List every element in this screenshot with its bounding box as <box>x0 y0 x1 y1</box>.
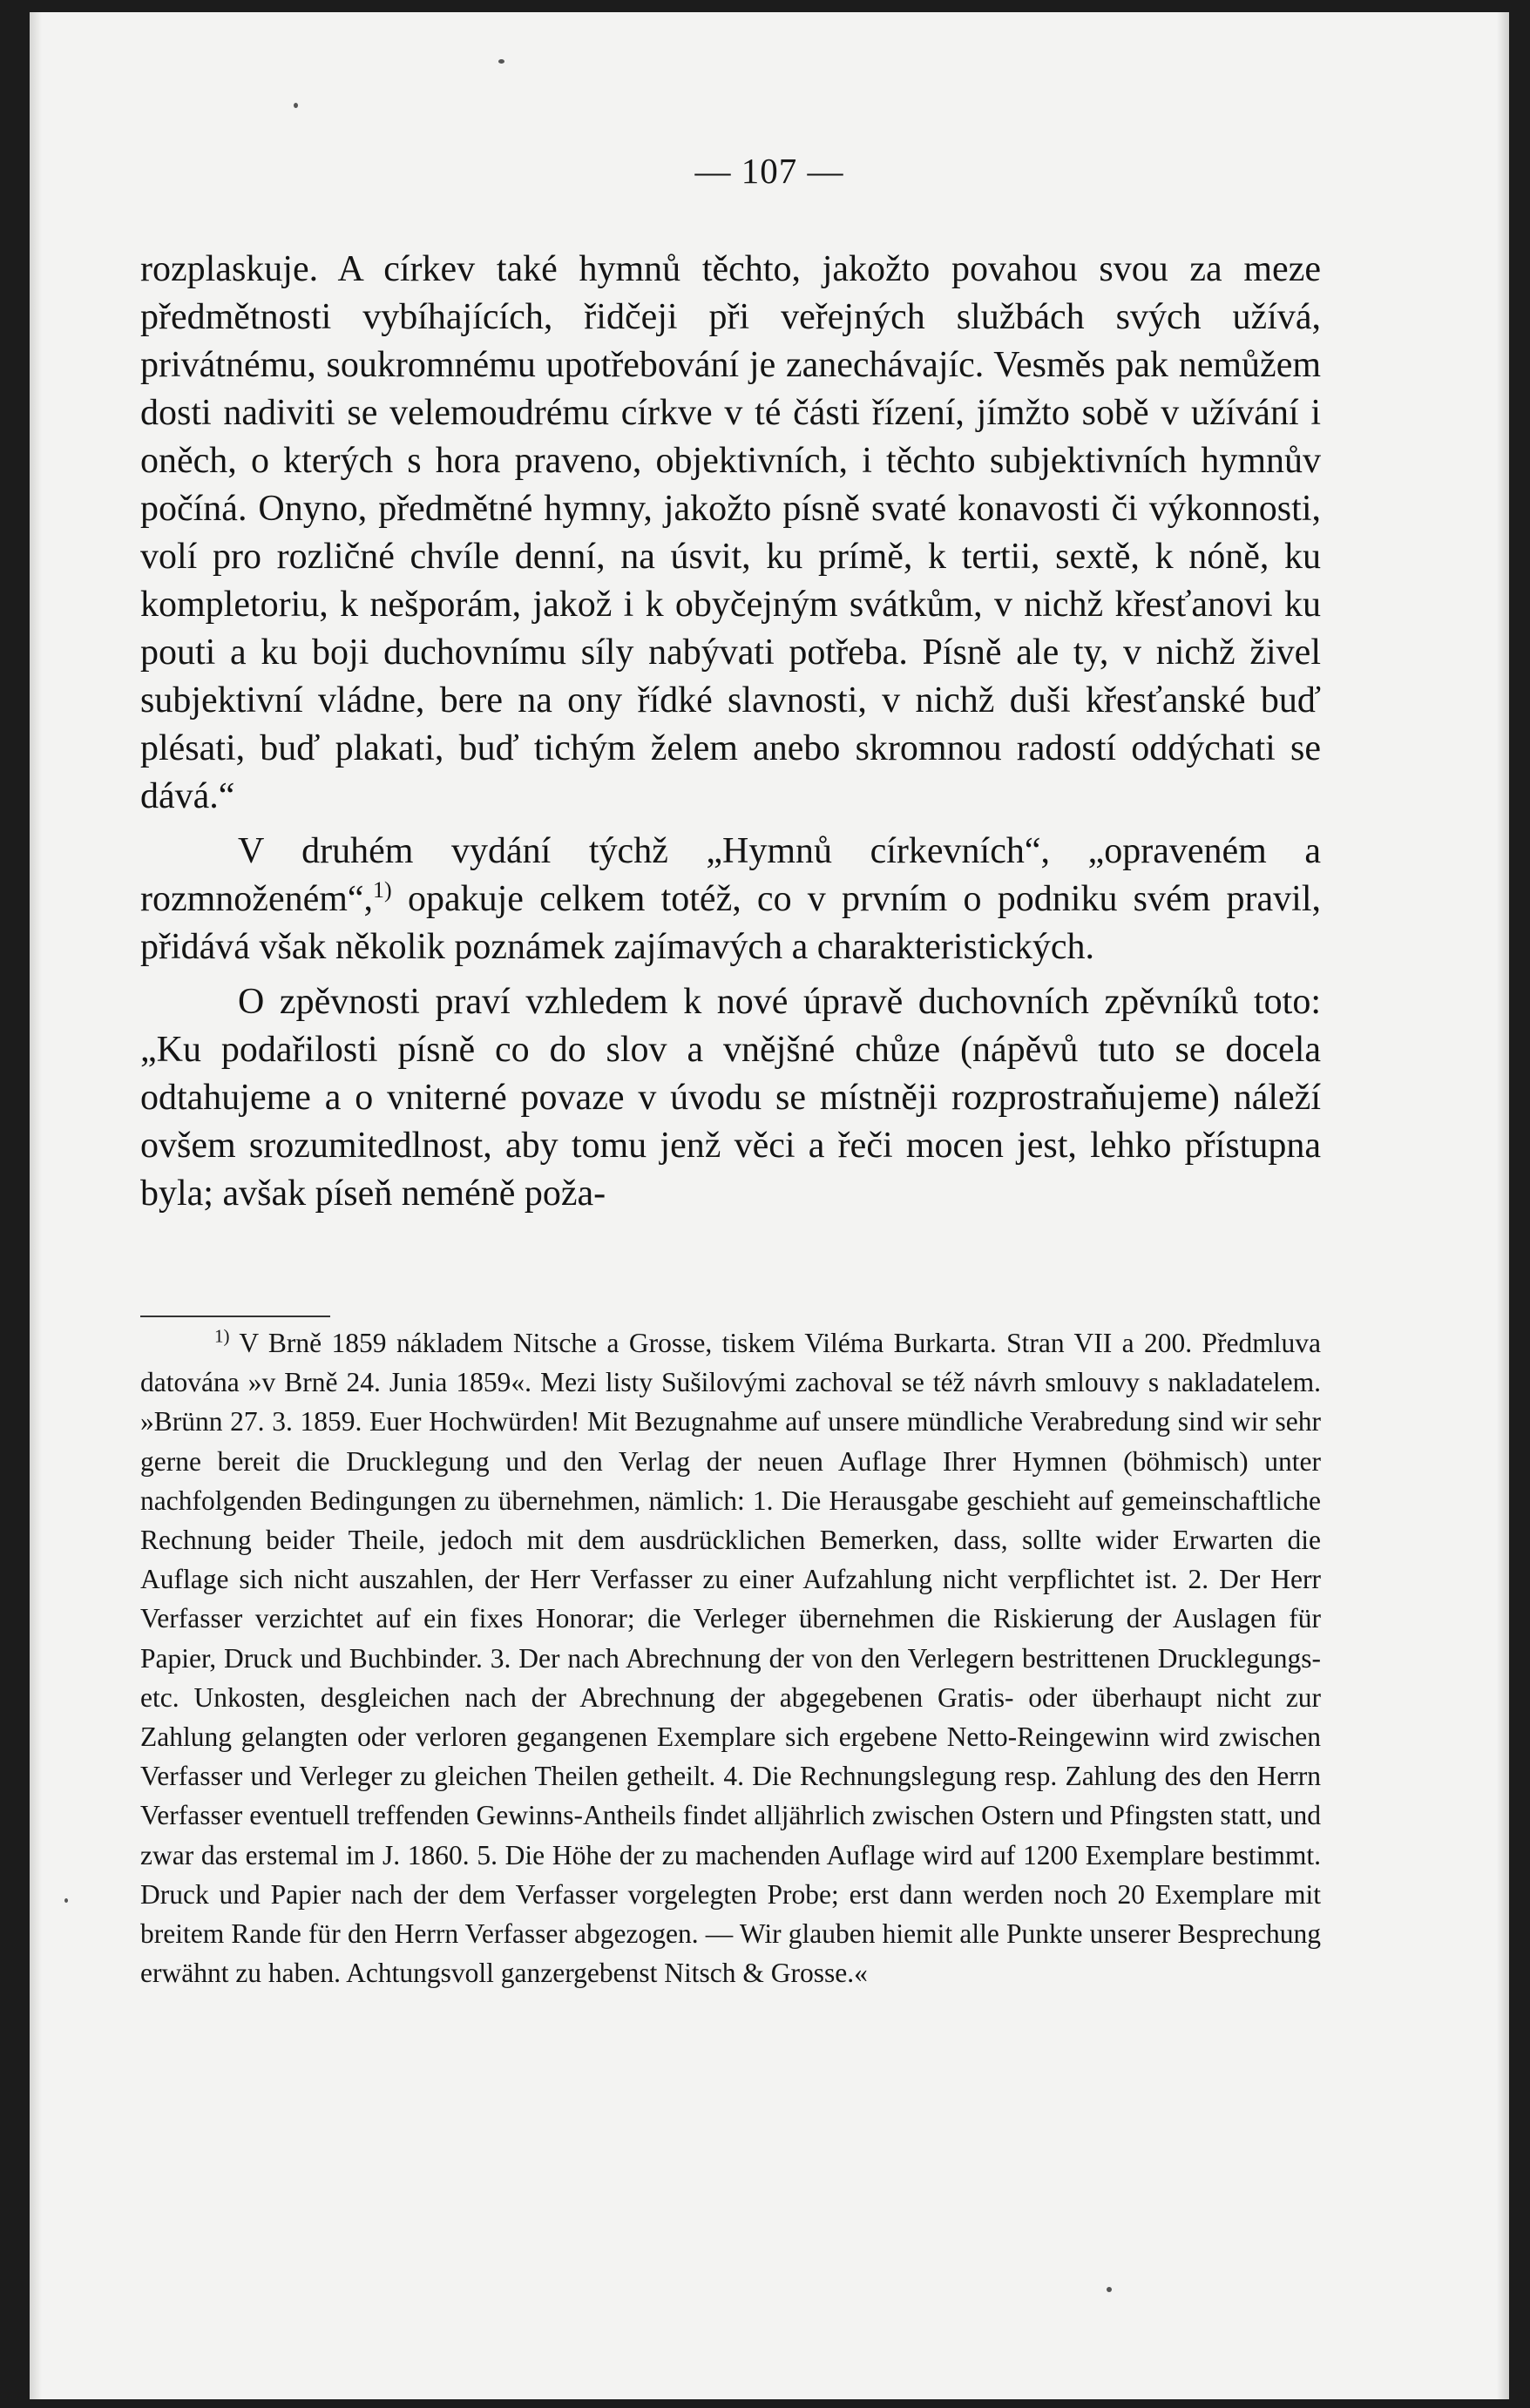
paragraph-2-text-b: opakuje celkem totéž, co v prvním o podniku svém pravil, přidává však několik poznámek zajímavých a charakteristických. <box>140 879 1321 967</box>
footnote-reference: 1) <box>373 877 392 903</box>
scan-speck <box>64 1898 68 1903</box>
paragraph-2 <box>140 828 1321 971</box>
footnote-text: V Brně 1859 nákladem Nitsche a Grosse, tiskem Viléma Burkarta. Stran VII a 200. Předmluva datována »v Brně 24. Junia 1859«. Mezi listy Sušilovými zachoval se též návrh smlouvy s nakladatelem. »Brünn 27. 3. 1859. Euer Hochwürden! Mit Bezugnahme auf unsere mündliche Verabredung sind wir sehr gerne bereit die Drucklegung und den Verlag der neuen Auflage Ihrer Hymnen (böhmisch) unter nachfolgenden Bedingungen zu übernehmen, nämlich: 1. Die Herausgabe geschieht auf gemeinschaftliche Rechnung beider Theile, jedoch mit dem ausdrücklichen Bemerken, dass, sollte wider Erwarten die Auflage sich nicht auszahlen, der Herr Verfasser zu einer Aufzahlung nicht verpflichtet ist. 2. Der Herr Verfasser verzichtet auf ein fixes Honorar; die Verleger übernehmen die Riskierung der Auslagen für Papier, Druck und Buchbinder. 3. Der nach Abrechnung der von den Verlegern bestrittenen Drucklegungs- etc. Unkosten, desgleichen nach der Abrechnung der abgegebenen Gratis- oder überhaupt nicht zur Zahlung gelangten oder verloren gegangenen Exemplare sich ergebene Netto-Reingewinn wird zwischen Verfasser und Verleger zu gleichen Theilen getheilt. 4. Die Rechnungslegung resp. Zahlung des den Herrn Verfasser eventuell treffenden Gewinns-Antheils findet alljährlich zwischen Ostern und Pfingsten statt, und zwar das erstemal im J. 1860. 5. Die Höhe der zu machenden Auflage wird auf 1200 Exemplare bestimmt. Druck und Papier nach der dem Verfasser vorgelegten Probe; erst dann werden noch 20 Exemplare mit breitem Rande für den Herrn Verfasser abgezogen. — Wir glauben hiemit alle Punkte unserer Besprechung erwähnt zu haben. Achtungsvoll ganzergebenst Nitsch & Grosse.« <box>140 1328 1321 1989</box>
scan-speck <box>294 103 298 108</box>
main-text <box>140 246 1321 1218</box>
paragraph-1: rozplaskuje. A církev také hymnů těchto, jakožto povahou svou za meze předmětnosti vybíhajících, řidčeji při veřejných službách svých užívá, privátnému, soukromnému upotřebování je zanechávajíc. Vesměs pak nemůžem dosti nadiviti se velemoudrému církve v té části řízení, jímžto sobě v užívání i oněch, o kterých s hora praveno, objektivních, i těchto subjektivních hymnův počíná. Onyno, předmětné hymny, jakožto písně svaté konavosti či výkonnosti, volí pro rozličné chvíle denní, na úsvit, ku prímě, k tertii, sextě, k nóně, ku kompletoriu, k nešporám, jakož i k obyčejným svátkům, v nichž křesťanovi ku pouti a ku boji duchovnímu síly nabývati potřeba. Písně ale ty, v nichž živel subjektivní vládne, bere na ony řídké slavnosti, v nichž duši křesťanské buď plésati, buď plakati, buď tichým želem anebo skromnou radostí oddýchati se dává.“ <box>140 249 1321 816</box>
paragraph-3: O zpěvnosti praví vzhledem k nové úpravě duchovních zpěvníků toto: „Ku podařilosti písně co do slov a vnějšné chůze (nápěvů tuto se docela odtahujeme a o vniterné povaze v úvodu se místněji rozprostraňujeme) náleží ovšem srozumitedlnost, aby tomu jenž věci a řeči mocen jest, lehko přístupna byla; avšak píseň neméně poža- <box>140 982 1321 1214</box>
footnote <box>140 1323 1321 1992</box>
left-edge-shadow <box>30 12 42 2399</box>
paragraph-2-text-a: V druhém vydání týchž „Hymnů církevních“, „opraveném a rozmnoženém“, <box>140 831 1321 919</box>
footnote-divider <box>140 1316 330 1317</box>
page-number: — 107 — <box>694 151 844 191</box>
scan-speck <box>498 59 504 64</box>
scan-speck <box>1107 2287 1112 2292</box>
scanned-page <box>30 12 1509 2399</box>
right-edge-shadow <box>1497 12 1509 2399</box>
footnote-mark: 1) <box>214 1325 230 1347</box>
